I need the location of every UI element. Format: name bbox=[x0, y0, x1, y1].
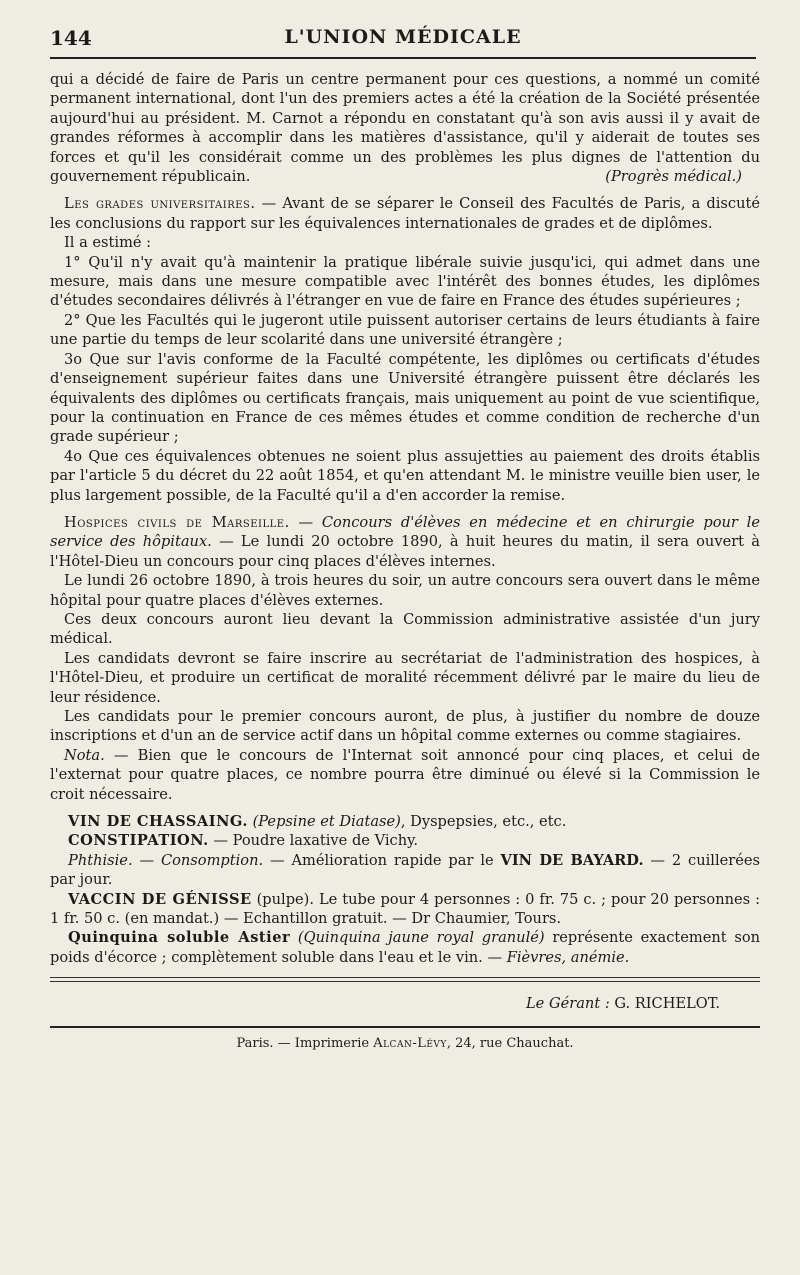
ad-quinquina-astier bbox=[50, 928, 760, 967]
footer-double-rule bbox=[50, 977, 760, 982]
ad-constipation-head: CONSTIPATION. bbox=[68, 832, 209, 850]
imprint-suffix: , 24, rue Chauchat. bbox=[446, 1035, 574, 1051]
ad-quinquina-text: représente exactement son poids d'écorce ; complètement soluble dans l'eau et le vin. — bbox=[50, 929, 761, 966]
hospices-dash: — bbox=[289, 513, 322, 531]
ad-vin-chassaing-head: VIN DE CHASSAING. bbox=[68, 813, 248, 831]
ad-bayard-text: — 2 cuillerées par jour. bbox=[50, 851, 761, 889]
ad-constipation bbox=[50, 831, 760, 850]
article-assistance-paragraph bbox=[50, 70, 760, 186]
ad-vin-bayard bbox=[50, 851, 760, 890]
gerant-line bbox=[50, 994, 760, 1013]
journal-title: L'UNION MÉDICALE bbox=[284, 26, 522, 48]
nota-label: Nota. bbox=[64, 746, 105, 764]
ad-constipation-text: — Poudre laxative de Vichy. bbox=[208, 832, 419, 850]
ad-bayard-mid: — Amélioration rapide par le bbox=[263, 851, 501, 869]
grades-estimate: Il a estimé : bbox=[64, 234, 152, 252]
grades-item-4: 4o Que ces équivalences obtenues ne soient plus assujetties au paiement des droits établis par l'article 5 du décret du 22 août 1854, et qu'en attendant M. le ministre veuille bien user, le plus largement possible, de la Faculté qu'il a d'en accorder la remise. bbox=[50, 447, 760, 504]
hospices-intro-text: — Le lundi 20 octobre 1890, à huit heures du matin, il sera ouvert à l'Hôtel-Dieu un concours pour cinq places d'élèves internes. bbox=[50, 533, 760, 570]
hospices-paragraph-5: Les candidats pour le premier concours auront, de plus, à justifier du nombre de douze inscriptions et d'un an de service actif dans un hôpital comme externes ou comme stagiaires. bbox=[50, 708, 760, 745]
ad-vin-chassaing bbox=[50, 812, 760, 831]
ad-bayard-consomption: Consomption. bbox=[160, 851, 264, 869]
ad-bayard-dash: — bbox=[132, 851, 161, 869]
grades-item-3: 3o Que sur l'avis conforme de la Faculté compétente, les diplômes ou certificats d'études d'enseignement supérieur faites dans une Université étrangère puissent être déclarés les équivalents des diplômes ou certificats français, mais uniquement au point de vue scientifique, pour la continuation en France de ces mêmes études et comme condition de recherche d'un grade supérieur ; bbox=[50, 350, 760, 446]
spacer bbox=[50, 505, 760, 513]
grades-item-1: 1° Qu'il n'y avait qu'à maintenir la pratique libérale suivie jusqu'ici, qui admet dans une mesure, mais dans une mesure compatible avec l'intérêt des bonnes études, les diplômes d'études secondaires délivrés à l'étranger en vue de faire en France des études supérieures ; bbox=[50, 253, 760, 310]
imprint-printer: Alcan-Lévy bbox=[373, 1035, 447, 1051]
header-rule bbox=[50, 57, 756, 59]
ad-vaccin-head: VACCIN DE GÉNISSE bbox=[68, 890, 252, 908]
ad-quinquina-italic-2: Fièvres, anémie. bbox=[506, 948, 630, 966]
grades-heading: Les grades universitaires. bbox=[64, 195, 256, 213]
spacer bbox=[50, 804, 760, 812]
hospices-intro-paragraph bbox=[50, 513, 760, 571]
hospices-subheading: Concours d'élèves en médecine et en chirurgie pour le service des hôpitaux. bbox=[50, 513, 760, 551]
imprint-prefix: Paris. — Imprimerie bbox=[236, 1035, 374, 1051]
ad-vaccin-text: (pulpe). Le tube pour 4 personnes : 0 fr. 75 c. ; pour 20 personnes : 1 fr. 50 c. (en mandat.) — Echantillon gratuit. — Dr Chaumier, Tours. bbox=[50, 890, 760, 928]
page-number: 144 bbox=[50, 26, 92, 50]
page-header bbox=[50, 0, 756, 50]
gerant-name: G. RICHELOT. bbox=[609, 995, 720, 1013]
page-content bbox=[50, 70, 760, 1053]
hospices-nota bbox=[50, 746, 760, 804]
grades-item-2: 2° Que les Facultés qui le jugeront utile puissent autoriser certains de leurs étudiants à faire une partie du temps de leur scolarité dans une université étrangère ; bbox=[50, 311, 760, 349]
ad-bayard-phthisie: Phthisie. bbox=[68, 851, 133, 869]
ad-bayard-product: VIN DE BAYARD. bbox=[500, 851, 644, 869]
hospices-paragraph-2: Le lundi 26 octobre 1890, à trois heures du soir, un autre concours sera ouvert dans le même hôpital pour quatre places d'élèves externes. bbox=[50, 572, 760, 609]
nota-text: — Bien que le concours de l'Internat soit annoncé pour cinq places, et celui de l'externat pour quatre places, ce nombre pourra être diminué ou élevé si la Commission le croit nécessaire. bbox=[50, 746, 760, 803]
grades-intro-paragraph bbox=[50, 194, 760, 233]
imprint-line bbox=[50, 1034, 760, 1053]
grades-intro-text: — Avant de se séparer le Conseil des Facultés de Paris, a discuté les conclusions du rapport sur les équivalences internationales de grades et de diplômes. bbox=[50, 195, 760, 232]
hospices-heading: Hospices civils de Marseille. bbox=[64, 513, 290, 531]
bottom-rule bbox=[50, 1026, 760, 1028]
hospices-paragraph-4: Les candidats devront se faire inscrire au secrétariat de l'administration des hospices, à l'Hôtel-Dieu, et produire un certificat de moralité récemment délivré par le maire du lieu de leur résidence. bbox=[50, 649, 760, 706]
ad-vin-chassaing-text: , Dyspepsies, etc., etc. bbox=[400, 813, 567, 831]
article-assistance-text: qui a décidé de faire de Paris un centre permanent pour ces questions, a nommé un comité permanent international, dont l'un des premiers actes a été la création de la Société présentée aujourd'hui au président. M. Carnot a répondu en constatant qu'à son avis aussi il y avait de grandes réformes à accomplir dans les matières d'assistance, qu'il y aiderait de toutes ses forces et qu'il les considérait comme un des problèmes les plus dignes de l'attention du gouvernement républicain. bbox=[50, 71, 760, 186]
ad-vaccin-genisse bbox=[50, 890, 760, 929]
hospices-paragraph-3: Ces deux concours auront lieu devant la Commission administrative assistée d'un jury médical. bbox=[50, 610, 760, 648]
spacer bbox=[50, 186, 760, 194]
gerant-label: Le Gérant : bbox=[525, 995, 610, 1013]
ad-quinquina-head: Quinquina soluble Astier bbox=[68, 929, 291, 947]
ad-quinquina-italic: (Quinquina jaune royal granulé) bbox=[297, 929, 545, 947]
ad-vin-chassaing-italic: (Pepsine et Diatase) bbox=[252, 813, 401, 831]
article-source: (Progrès médical.) bbox=[605, 168, 742, 186]
